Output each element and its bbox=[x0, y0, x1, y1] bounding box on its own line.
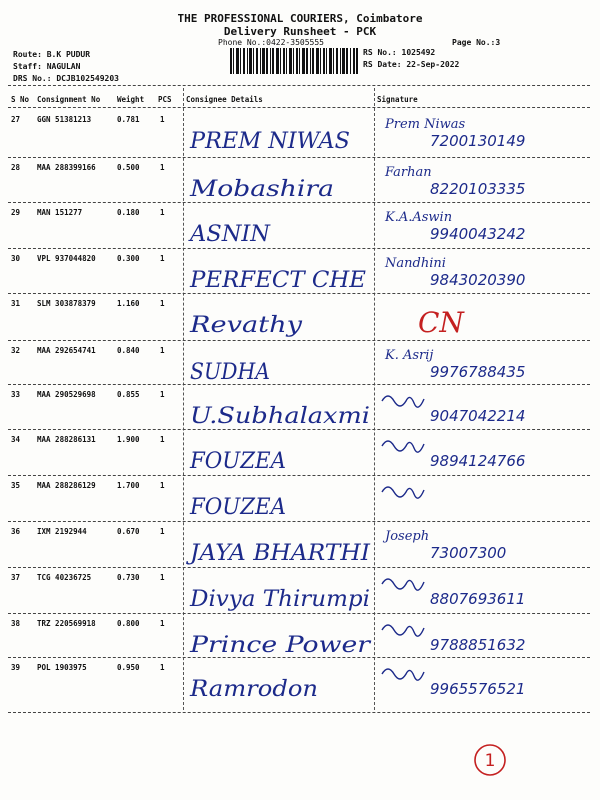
row-weight: 0.840 bbox=[117, 346, 140, 355]
row-separator bbox=[8, 293, 590, 294]
row-pcs: 1 bbox=[160, 435, 165, 444]
row-sno: 29 bbox=[11, 208, 21, 217]
row-sno: 31 bbox=[11, 299, 21, 308]
staff-label: Staff: NAGULAN bbox=[13, 62, 81, 71]
row-phone-handwritten: 8807693611 bbox=[430, 590, 526, 608]
page-annotation-circle bbox=[472, 742, 508, 778]
row-separator bbox=[8, 340, 590, 341]
row-signature: K.A.Aswin bbox=[385, 210, 453, 225]
row-phone-handwritten: 9894124766 bbox=[430, 452, 526, 470]
row-separator bbox=[8, 202, 590, 203]
row-phone-handwritten: 9976788435 bbox=[430, 363, 526, 381]
column-divider-consignee bbox=[183, 88, 184, 710]
row-separator bbox=[8, 521, 590, 522]
row-phone-handwritten: 9788851632 bbox=[430, 636, 526, 654]
row-sno: 27 bbox=[11, 115, 21, 124]
row-sno: 35 bbox=[11, 481, 21, 490]
row-consignee-handwritten: Ramrodon bbox=[188, 677, 318, 702]
row-consignee-handwritten: Revathy bbox=[188, 313, 303, 338]
page-annotation-number: 1 bbox=[484, 751, 496, 771]
row-consignment-no: MAA 288399166 bbox=[37, 163, 96, 172]
row-consignment-no: POL 1903975 bbox=[37, 663, 87, 672]
row-signature: Joseph bbox=[385, 529, 430, 544]
row-consignment-no: SLM 303878379 bbox=[37, 299, 96, 308]
col-weight: Weight bbox=[117, 95, 145, 104]
row-weight: 0.300 bbox=[117, 254, 140, 263]
row-consignment-no: IXM 2192944 bbox=[37, 527, 87, 536]
document-title: Delivery Runsheet - PCK bbox=[223, 25, 377, 38]
rs-date: RS Date: 22-Sep-2022 bbox=[363, 60, 460, 69]
row-consignee-handwritten: FOUZEA bbox=[189, 495, 286, 520]
row-consignment-no: TRZ 220569918 bbox=[37, 619, 96, 628]
row-weight: 0.730 bbox=[117, 573, 140, 582]
row-consignment-no: MAA 292654741 bbox=[37, 346, 96, 355]
row-consignee-handwritten: Divya Thirumpi bbox=[188, 587, 370, 612]
row-pcs: 1 bbox=[160, 163, 165, 172]
row-phone-handwritten: 9965576521 bbox=[430, 680, 526, 698]
row-phone-handwritten: 7200130149 bbox=[430, 132, 526, 150]
row-weight: 0.781 bbox=[117, 115, 140, 124]
row-pcs: 1 bbox=[160, 573, 165, 582]
row-weight: 0.670 bbox=[117, 527, 140, 536]
row-separator bbox=[8, 712, 590, 713]
company-name: THE PROFESSIONAL COURIERS, Coimbatore bbox=[177, 12, 423, 25]
drs-number: DRS No.: DCJB102549203 bbox=[13, 74, 119, 83]
row-signature: Nandhini bbox=[385, 256, 446, 271]
header-rule-bottom bbox=[8, 107, 590, 108]
row-signature-scribble bbox=[382, 669, 424, 680]
row-phone-handwritten: 8220103335 bbox=[430, 180, 526, 198]
company-phone: Phone No.:0422-3505555 bbox=[218, 38, 324, 47]
row-phone-handwritten: 9047042214 bbox=[430, 407, 526, 425]
row-separator bbox=[8, 384, 590, 385]
row-signature: K. Asrij bbox=[385, 348, 434, 363]
row-pcs: 1 bbox=[160, 663, 165, 672]
row-sno: 32 bbox=[11, 346, 21, 355]
row-consignee-handwritten: JAYA BHARTHI bbox=[185, 541, 372, 566]
row-consignee-handwritten: FOUZEA bbox=[189, 449, 286, 474]
row-separator bbox=[8, 429, 590, 430]
page-number: Page No.:3 bbox=[452, 38, 501, 47]
row-pcs: 1 bbox=[160, 254, 165, 263]
row-consignee-handwritten: U.Subhalaxmi bbox=[190, 404, 370, 429]
col-consignee: Consignee Details bbox=[186, 95, 263, 104]
route-label: Route: B.K PUDUR bbox=[13, 50, 91, 59]
row-separator bbox=[8, 475, 590, 476]
row-pcs: 1 bbox=[160, 299, 165, 308]
row-separator bbox=[8, 657, 590, 658]
row-consignee-handwritten: Mobashira bbox=[188, 177, 334, 202]
row-consignee-handwritten: PERFECT CHE bbox=[188, 268, 366, 293]
row-consignee-handwritten: SUDHA bbox=[190, 360, 270, 385]
row-sno: 33 bbox=[11, 390, 21, 399]
row-signature-scribble bbox=[382, 579, 424, 590]
row-pcs: 1 bbox=[160, 115, 165, 124]
row-sno: 38 bbox=[11, 619, 21, 628]
col-signature: Signature bbox=[377, 95, 418, 104]
row-pcs: 1 bbox=[160, 527, 165, 536]
col-pcs: PCS bbox=[158, 95, 172, 104]
row-sno: 37 bbox=[11, 573, 21, 582]
row-signature: Prem Niwas bbox=[385, 117, 466, 132]
row-pcs: 1 bbox=[160, 390, 165, 399]
row-sno: 39 bbox=[11, 663, 21, 672]
row-pcs: 1 bbox=[160, 208, 165, 217]
column-divider-signature bbox=[374, 88, 375, 710]
row-consignment-no: MAA 288286129 bbox=[37, 481, 96, 490]
row-weight: 1.160 bbox=[117, 299, 140, 308]
row-sno: 34 bbox=[11, 435, 21, 444]
rs-number: RS No.: 1025492 bbox=[363, 48, 436, 57]
row-weight: 0.855 bbox=[117, 390, 140, 399]
row-separator bbox=[8, 248, 590, 249]
row-signature-scribble bbox=[382, 487, 424, 498]
header-rule-top bbox=[8, 85, 590, 86]
row-consignment-no: GGN 51381213 bbox=[37, 115, 92, 124]
row-consignee-handwritten: Prince Power bbox=[188, 633, 372, 658]
row-weight: 0.950 bbox=[117, 663, 140, 672]
row-weight: 0.500 bbox=[117, 163, 140, 172]
row-pcs: 1 bbox=[160, 481, 165, 490]
col-consignment: Consignment No bbox=[37, 95, 101, 104]
col-sno: S No bbox=[11, 95, 30, 104]
row-weight: 0.800 bbox=[117, 619, 140, 628]
row-consignment-no: VPL 937044820 bbox=[37, 254, 96, 263]
row-separator bbox=[8, 567, 590, 568]
row-sno: 30 bbox=[11, 254, 21, 263]
row-weight: 0.180 bbox=[117, 208, 140, 217]
barcode bbox=[230, 48, 358, 74]
row-consignment-no: MAA 290529698 bbox=[37, 390, 96, 399]
row-consignee-handwritten: ASNIN bbox=[187, 222, 271, 247]
row-signature-scribble bbox=[382, 396, 424, 407]
row-weight: 1.700 bbox=[117, 481, 140, 490]
row-separator bbox=[8, 613, 590, 614]
row-signature: CN bbox=[418, 306, 464, 339]
row-sno: 28 bbox=[11, 163, 21, 172]
row-signature-scribble bbox=[382, 625, 424, 636]
row-consignment-no: MAN 151277 bbox=[37, 208, 83, 217]
row-consignee-handwritten: PREM NIWAS bbox=[188, 129, 350, 154]
row-sno: 36 bbox=[11, 527, 21, 536]
row-pcs: 1 bbox=[160, 619, 165, 628]
row-separator bbox=[8, 157, 590, 158]
row-signature: Farhan bbox=[385, 165, 432, 180]
row-phone-handwritten: 9843020390 bbox=[430, 271, 526, 289]
row-consignment-no: TCG 40236725 bbox=[37, 573, 92, 582]
row-phone-handwritten: 9940043242 bbox=[430, 225, 526, 243]
row-signature-scribble bbox=[382, 441, 424, 452]
row-weight: 1.900 bbox=[117, 435, 140, 444]
row-phone-handwritten: 73007300 bbox=[430, 544, 507, 562]
row-consignment-no: MAA 288286131 bbox=[37, 435, 96, 444]
row-pcs: 1 bbox=[160, 346, 165, 355]
